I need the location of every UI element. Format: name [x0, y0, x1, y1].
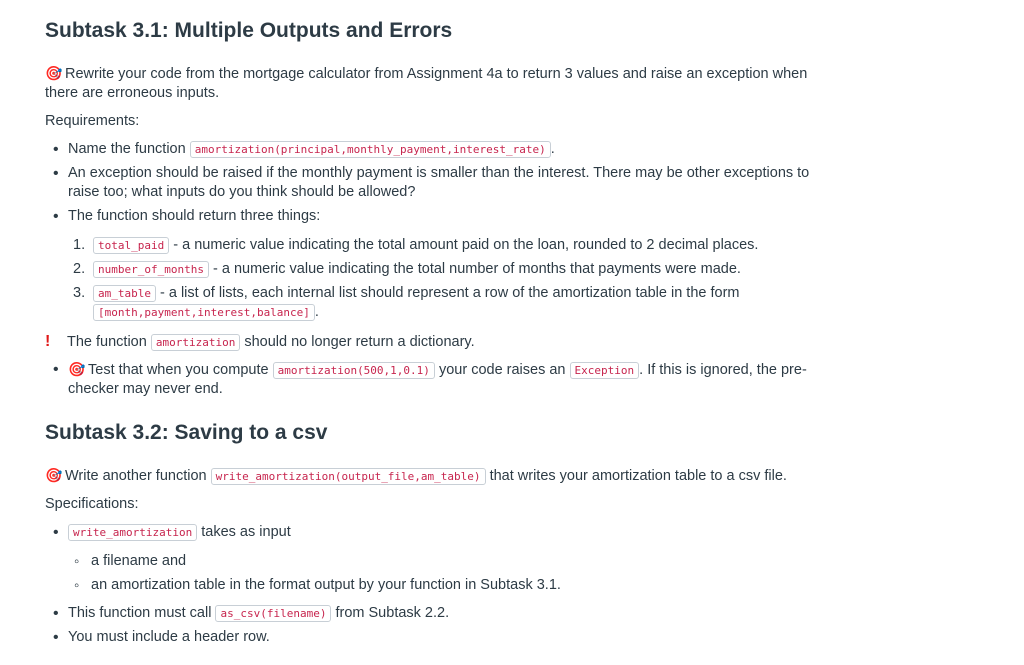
code-snippet: Exception [570, 362, 640, 379]
list-item: • You must include a header row. [45, 628, 834, 647]
list-item: • 🎯 Test that when you compute amortization(500,1,0.1) your code raises an Exception . If this is ignored, the pre-checker may never end. [45, 360, 834, 399]
code-snippet: amortization(principal,monthly_payment,interest_rate) [190, 141, 551, 158]
warning-note: ! The function amortization should no longer return a dictionary. [45, 333, 475, 350]
code-snippet: as_csv(filename) [215, 605, 331, 622]
subtask-3-2-title: Subtask 3.2: Saving to a csv [45, 421, 328, 444]
code-snippet: amortization(500,1,0.1) [273, 362, 435, 379]
code-snippet: write_amortization(output_file,am_table) [211, 468, 486, 485]
test-list [45, 360, 834, 399]
subtask-3-2-intro: 🎯 Write another function write_amortization(output_file,am_table) that writes your amortization table to a csv file. [45, 467, 787, 484]
list-item: ◦ a filename and [45, 552, 834, 571]
code-snippet: write_amortization [68, 524, 197, 541]
requirements-label: Requirements: [45, 113, 140, 129]
specifications-list [45, 523, 834, 542]
list-item: ◦ an amortization table in the format output by your function in Subtask 3.1. [45, 576, 834, 595]
inputs-list [45, 552, 834, 595]
list-item: 2. number_of_months - a numeric value indicating the total number of months that payments were made. [73, 261, 741, 277]
specifications-list-2 [45, 604, 834, 647]
specifications-label: Specifications: [45, 496, 139, 512]
list-item: • An exception should be raised if the monthly payment is smaller than the interest. There may be other exceptions to raise too; what inputs do you think should be allowed? [45, 164, 834, 202]
subtask-3-1-intro: 🎯 Rewrite your code from the mortgage calculator from Assignment 4a to return 3 values and raise an exception when there are erroneous inputs. [45, 65, 808, 101]
code-snippet: number_of_months [93, 261, 209, 278]
code-snippet: am_table [93, 285, 156, 302]
code-snippet: amortization [151, 334, 240, 351]
target-icon: 🎯 [45, 467, 63, 483]
list-item: 1. total_paid - a numeric value indicating the total amount paid on the loan, rounded to 2 decimal places. [73, 237, 759, 253]
target-icon: 🎯 [68, 361, 86, 377]
requirements-list [45, 140, 834, 226]
subtask-3-1-title: Subtask 3.1: Multiple Outputs and Errors [45, 19, 453, 42]
code-snippet: [month,payment,interest,balance] [93, 304, 315, 321]
exclamation-icon: ! [45, 333, 51, 350]
list-item: • The function should return three things: [45, 207, 834, 226]
list-item: • write_amortization takes as input [45, 523, 834, 542]
list-item: • Name the function amortization(principal,monthly_payment,interest_rate) . [45, 140, 834, 159]
list-item: 3. am_table - a list of lists, each internal list should represent a row of the amortization table in the form [month,payment,interest,balance] . [73, 285, 740, 320]
returns-list [45, 236, 834, 322]
list-item: • This function must call as_csv(filename) from Subtask 2.2. [45, 604, 834, 623]
target-icon: 🎯 [45, 65, 63, 81]
code-snippet: total_paid [93, 237, 169, 254]
